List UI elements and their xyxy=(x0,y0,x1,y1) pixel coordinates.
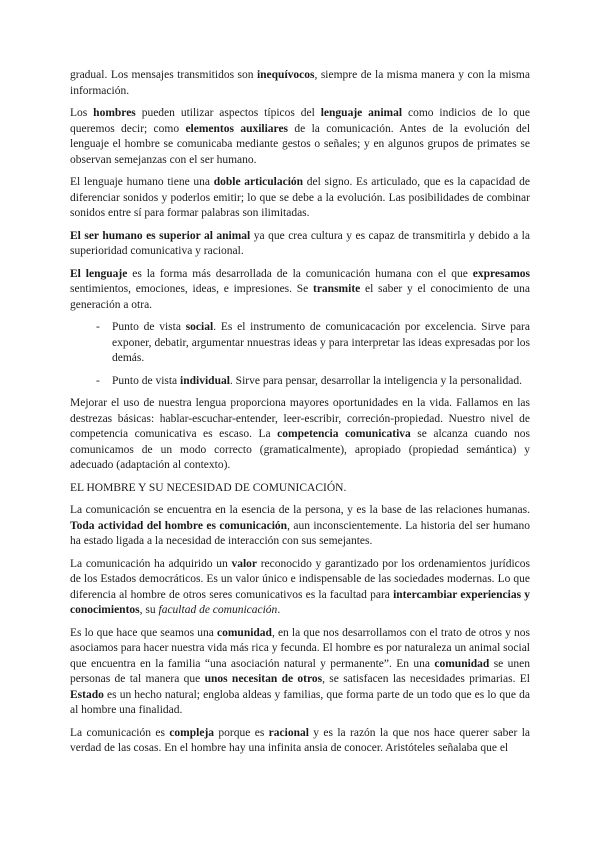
text-run: . xyxy=(277,604,281,616)
text-run: doble articulación xyxy=(213,176,304,188)
text-run: expresamos xyxy=(472,267,531,280)
paragraph xyxy=(70,557,530,619)
text-run: inequívocos xyxy=(256,69,315,81)
text-run: elementos auxiliares xyxy=(185,122,289,135)
text-run: , aun inconscientemente. La historia del ser humano ha estado ligada a la necesidad de interacción con sus semejantes. xyxy=(70,519,531,547)
text-run: , se satisfacen las necesidades primarias. El xyxy=(322,673,530,685)
text-run: La comunicación ha adquirido un xyxy=(70,557,232,570)
text-run: . Es el instrumento de comunicacación por excelencia. Sirve para exponer, debatir, argumentar nnuestras ideas y para interpretar las ideas expresadas por los demás. xyxy=(112,321,530,364)
text-run: del signo. Es articulado, que es la capacidad de diferenciar sonidos y poderlos emitir; lo que se debe a la evolución. Las posibilidades de combinar sonidos entre sí para formar palabras son ilimitadas. xyxy=(70,176,530,219)
text-run: El ser humano es superior al animal xyxy=(70,229,251,242)
text-run: . Sirve para pensar, desarrollar la inteligencia y la personalidad. xyxy=(229,374,522,387)
paragraph xyxy=(70,175,530,222)
text-run: racional xyxy=(268,726,309,739)
paragraph xyxy=(70,106,530,168)
paragraph xyxy=(70,396,530,474)
list-item xyxy=(96,374,530,390)
text-run: individual xyxy=(180,374,230,387)
text-run: comunidad xyxy=(216,626,272,639)
paragraph xyxy=(70,626,530,719)
text-run: competencia comunicativa xyxy=(277,428,411,440)
text-run: sentimientos, emociones, ideas, e impresiones. Se xyxy=(70,283,313,295)
text-run: lenguaje animal xyxy=(320,107,403,119)
text-run: se alcanza cuando nos comunicamos de un modo correcto (gramaticalmente), apropiado (propiedad semántica) y adecuado (adaptación al contexto). xyxy=(70,428,531,471)
text-run: pueden utilizar aspectos típicos del xyxy=(135,107,321,119)
text-run: Los xyxy=(70,107,94,119)
text-run: La comunicación es xyxy=(70,726,170,739)
paragraph xyxy=(70,503,530,550)
text-run: Es lo que hace que seamos una xyxy=(70,626,217,639)
bullet-marker: - xyxy=(96,374,100,387)
paragraph xyxy=(70,68,530,99)
text-run: reconocido y garantizado por los ordenamientos jurídicos de los Estados democráticos. Es un valor único e indispensable de las sociedades modernas. Lo que diferencia al hombre de otros seres comunicativos es la facultad para xyxy=(70,557,531,601)
text-run: como indicios de lo que queremos decir; como xyxy=(70,107,530,135)
text-run: porque es xyxy=(214,726,269,739)
text-run: de la comunicación. Antes de la evolución del lenguaje el hombre se comunicaba mediante gestos o señales; y en algunos grupos de primates se observan semejanzas con el ser humano. xyxy=(70,122,531,166)
list-item xyxy=(96,320,530,367)
paragraph xyxy=(70,726,530,757)
text-run: El lenguaje humano tiene una xyxy=(70,176,214,188)
section-heading xyxy=(70,481,530,497)
text-run: Punto de vista xyxy=(112,374,181,387)
paragraph xyxy=(70,229,530,260)
text-run: valor xyxy=(231,557,258,570)
text-run: EL HOMBRE Y SU NECESIDAD DE COMUNICACIÓN. xyxy=(70,481,347,494)
text-run: transmite xyxy=(312,283,361,295)
text-run: es un hecho natural; engloba aldeas y familias, que forma parte de un todo que es lo que da al hombre una finalidad. xyxy=(70,688,530,716)
list-item-text xyxy=(112,374,530,390)
text-run: hombres xyxy=(93,107,136,119)
text-run: el saber y el conocimiento de una generación a otra. xyxy=(70,283,530,311)
text-run: La comunicación se encuentra en la esencia de la persona, y es la base de las relaciones humanas. xyxy=(70,504,530,516)
text-run: Punto de vista xyxy=(112,321,186,333)
text-run: El lenguaje xyxy=(70,267,128,280)
paragraph xyxy=(70,267,530,314)
text-run: unos necesitan de otros xyxy=(204,673,323,685)
text-run: intercambiar experiencias y conocimientos xyxy=(70,588,530,616)
text-run: y es la razón la que nos hace querer saber la verdad de las cosas. En el hombre hay una infinita ansia de conocer. Aristóteles señalaba que el xyxy=(70,726,531,754)
bullet-marker: - xyxy=(96,321,100,333)
text-run: se unen personas de tal manera que xyxy=(70,657,530,685)
text-run: gradual. Los mensajes transmitidos son xyxy=(70,69,257,81)
text-run: Toda actividad del hombre es comunicación xyxy=(70,519,288,532)
text-run: Estado xyxy=(70,688,104,701)
text-run: social xyxy=(185,321,214,333)
text-run: Mejorar el uso de nuestra lengua proporciona mayores oportunidades en la vida. Fallamos en las destrezas básicas: hablar-escuchar-entender, leer-escribir, correción-propiedad. Nuestro nivel de competencia comunicativa es escaso. La xyxy=(70,397,530,440)
text-run: comunidad xyxy=(434,657,490,670)
text-run: facultad de comunicación xyxy=(158,604,278,616)
text-run: ya que crea cultura y es capaz de transmitirla y debido a la superioridad comunicativa y racional. xyxy=(70,229,530,257)
text-run: , en la que nos desarrollamos con el trato de otros y nos asociamos para hacer nuestra vida más rica y fecunda. El hombre es por naturaleza un animal social que encuentra en la familia “una asociación natural y permanente”. En una xyxy=(70,626,530,670)
text-run: , su xyxy=(139,604,159,616)
text-run: , siempre de la misma manera y con la misma información. xyxy=(70,69,530,97)
text-run: compleja xyxy=(169,726,215,739)
text-run: es la forma más desarrollada de la comunicación humana con el que xyxy=(127,267,473,280)
list-item-text xyxy=(112,320,530,367)
